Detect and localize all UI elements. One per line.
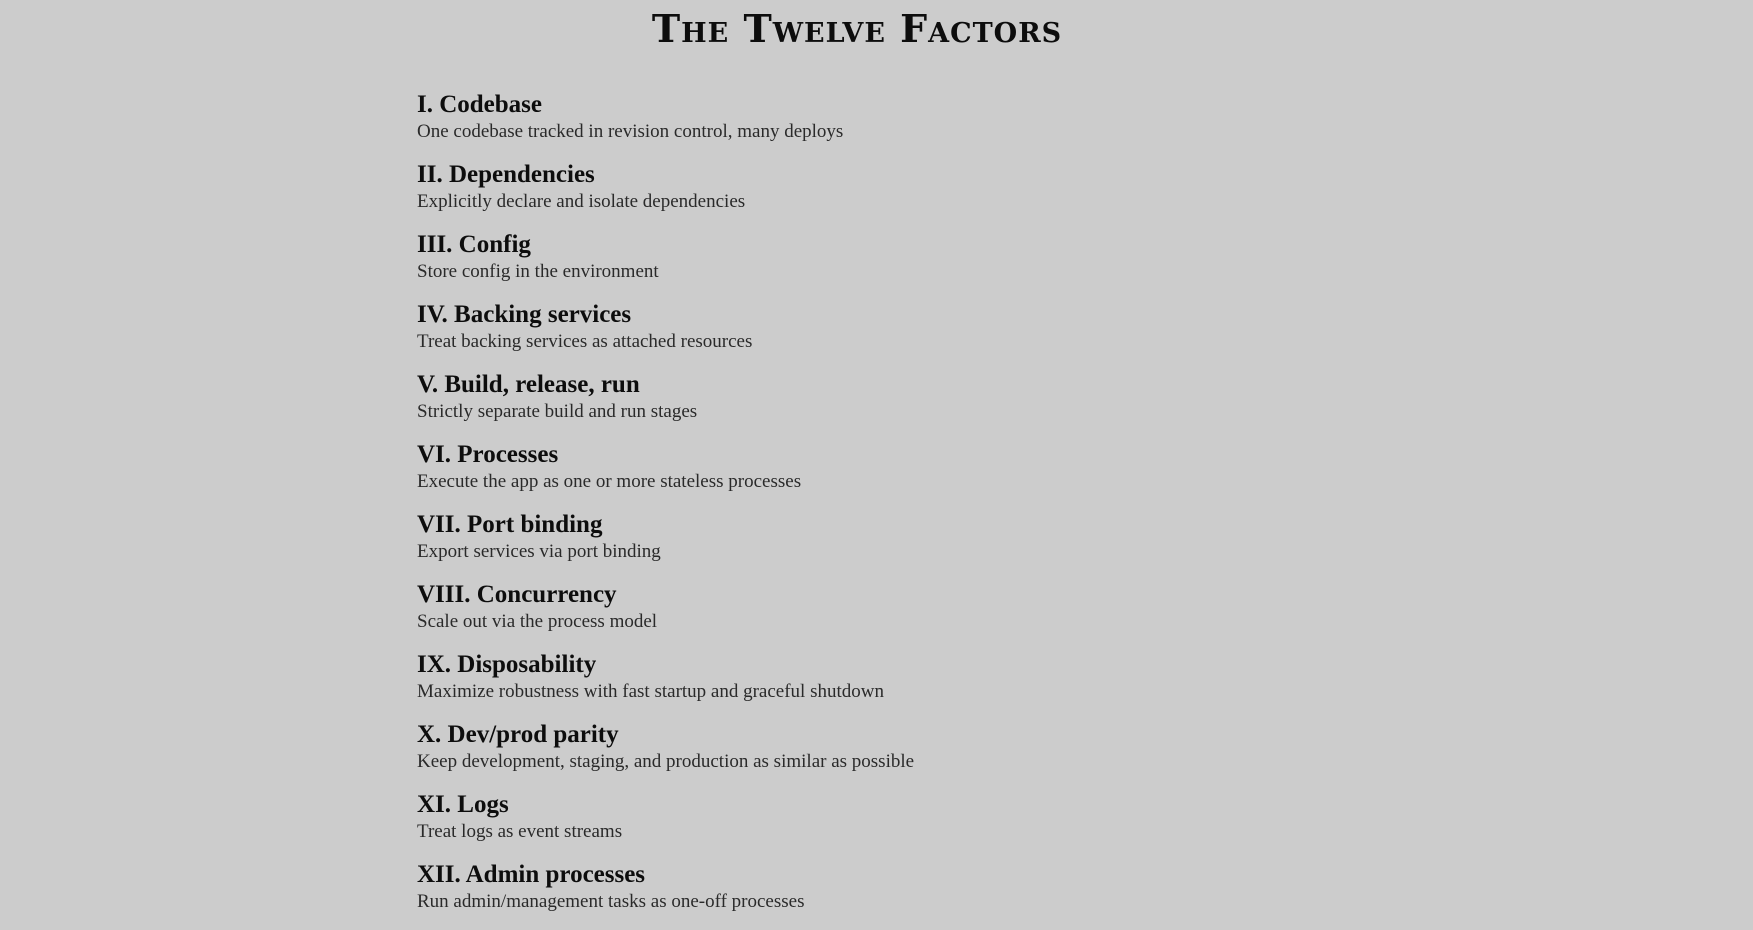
factor-link-admin-processes[interactable]: XII. Admin processes [417,861,646,888]
factor-link-codebase[interactable]: I. Codebase [417,91,543,118]
factor-item-concurrency [417,580,914,650]
factor-item-config [417,230,914,300]
factor-item-backing-services [417,300,914,370]
factor-item-admin-processes [417,860,914,930]
factor-item-port-binding [417,510,914,580]
factor-link-dependencies[interactable]: II. Dependencies [417,161,595,188]
factor-description: Strictly separate build and run stages [417,401,698,422]
page-title: The Twelve Factors [651,6,1063,51]
factor-link-dev-prod-parity[interactable]: X. Dev/prod parity [417,721,619,748]
factor-description: Treat backing services as attached resources [417,331,753,352]
factor-link-disposability[interactable]: IX. Disposability [417,651,597,678]
factor-description: Keep development, staging, and production as similar as possible [417,751,915,772]
factor-description: Maximize robustness with fast startup and graceful shutdown [417,681,884,702]
factor-description: Treat logs as event streams [417,821,623,842]
factor-item-disposability [417,650,914,720]
factor-list [417,90,914,930]
factor-item-dependencies [417,160,914,230]
factor-link-build-release-run[interactable]: V. Build, release, run [417,371,640,398]
factor-description: Scale out via the process model [417,611,658,632]
factor-description: One codebase tracked in revision control, many deploys [417,121,844,142]
factor-item-codebase [417,90,914,160]
factor-description: Store config in the environment [417,261,659,282]
factor-item-dev-prod-parity [417,720,914,790]
factor-description: Execute the app as one or more stateless processes [417,471,802,492]
factor-link-concurrency[interactable]: VIII. Concurrency [417,581,617,608]
factor-item-build-release-run [417,370,914,440]
factor-item-processes [417,440,914,510]
factor-item-logs [417,790,914,860]
factor-description: Run admin/management tasks as one-off processes [417,891,805,912]
factor-description: Export services via port binding [417,541,661,562]
factor-link-processes[interactable]: VI. Processes [417,441,559,468]
factor-link-config[interactable]: III. Config [417,231,531,258]
factor-description: Explicitly declare and isolate dependencies [417,191,746,212]
factor-link-logs[interactable]: XI. Logs [417,791,509,818]
factor-link-backing-services[interactable]: IV. Backing services [417,301,632,328]
factor-link-port-binding[interactable]: VII. Port binding [417,511,603,538]
